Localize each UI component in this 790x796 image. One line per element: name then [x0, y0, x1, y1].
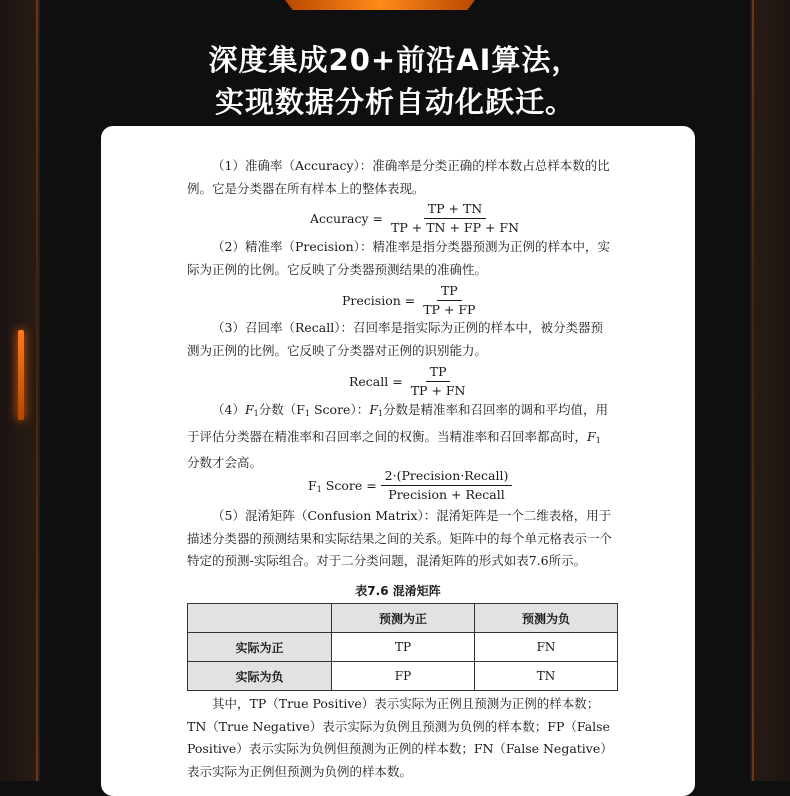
table-row	[188, 662, 618, 691]
f1-numerator: 2·(Precision·Recall)	[381, 468, 513, 486]
accuracy-formula	[310, 201, 523, 236]
f1-lhs-score: Score =	[321, 477, 377, 493]
accuracy-numerator: TP + TN	[424, 201, 486, 219]
f1-symbol: F	[369, 402, 378, 417]
f1-lhs-subscript: 1	[316, 484, 322, 494]
recall-formula-lhs: Recall =	[349, 374, 403, 389]
recall-paragraph: （3）召回率（Recall）：召回率是指实际为正例的样本中，被分类器预测为正例的比例。它反映了分类器对正例的识别能力。	[187, 320, 603, 358]
recall-numerator: TP	[426, 364, 451, 382]
f1-para-body: 分数是精准率和召回率的调和平均值，用于评估分类器在精准率和召回率之间的权衡。当精准率和召回率都高时，	[187, 402, 608, 444]
f1-para-score: Score）：	[310, 402, 370, 417]
table-cell: FP	[332, 662, 475, 691]
f1-subscript: 1	[595, 435, 601, 445]
headline-line-2: 实现数据分析自动化跃迁。	[214, 85, 575, 119]
f1-subscript: 1	[377, 409, 383, 418]
f1-subscript: 1	[304, 409, 311, 418]
f1-paragraph	[187, 399, 613, 475]
headline-line-1: 深度集成20+前沿AI算法，	[208, 43, 582, 77]
f1-symbol: F	[587, 428, 596, 444]
precision-formula-lhs: Precision =	[342, 293, 416, 308]
accuracy-denominator: TP + TN + FP + FN	[391, 220, 520, 235]
f1-formula-lhs	[308, 478, 377, 494]
recall-fraction	[407, 364, 470, 399]
f1-symbol: F	[244, 402, 254, 417]
definitions-paragraph: 其中，TP（True Positive）表示实际为正例且预测为正例的样本数；TN（True Negative）表示实际为负例且预测为负例的样本数；FP（False Positive）表示实际为负例但预测为正例的样本数；FN（False Negative）表示实际为正例但预测为负例的样本数。	[187, 696, 613, 779]
f1-fraction	[381, 468, 513, 503]
precision-denominator: TP + FP	[423, 302, 476, 317]
recall-formula	[349, 364, 470, 399]
precision-formula	[342, 283, 479, 318]
f1-formula	[308, 468, 512, 503]
top-accent-tab	[285, 0, 475, 10]
table-row	[188, 633, 618, 662]
accuracy-fraction	[387, 201, 523, 236]
accuracy-paragraph: （1）准确率（Accuracy）：准确率是分类正确的样本数占总样本数的比例。它是分类器在所有样本上的整体表现。	[187, 158, 610, 196]
table-cell: TN	[475, 662, 618, 691]
table-corner-cell	[188, 604, 332, 633]
precision-fraction	[419, 283, 479, 318]
f1-subscript: 1	[253, 409, 259, 418]
left-glow-accent	[18, 330, 24, 420]
f1-lhs-letter: F	[308, 477, 317, 493]
f1-para-end: 分数才会高。	[187, 455, 263, 470]
recall-denominator: TP + FN	[410, 383, 466, 398]
book-page	[101, 126, 695, 796]
table-row-header: 实际为正	[188, 633, 332, 662]
table-row-header: 实际为负	[188, 662, 332, 691]
f1-denominator: Precision + Recall	[388, 487, 505, 502]
table-col-header: 预测为负	[475, 604, 618, 633]
precision-numerator: TP	[437, 283, 462, 301]
f1-para-name: 分数（F	[258, 402, 305, 417]
table-cell: TP	[332, 633, 475, 662]
table-cell: FN	[475, 633, 618, 662]
confusion-matrix-paragraph: （5）混淆矩阵（Confusion Matrix）：混淆矩阵是一个二维表格，用于描述分类器的预测结果和实际结果之间的关系。矩阵中的每个单元格表示一个特定的预测-实际组合。对于二分类问题，混淆矩阵的形式如表7.6所示。	[187, 508, 613, 568]
f1-para-prefix: （4）	[212, 402, 245, 417]
precision-paragraph: （2）精准率（Precision）：精准率是指分类器预测为正例的样本中，实际为正例的比例。它反映了分类器预测结果的准确性。	[187, 239, 610, 277]
confusion-matrix-table	[187, 603, 618, 691]
table-caption: 表7.6 混淆矩阵	[355, 584, 441, 598]
accuracy-formula-lhs: Accuracy =	[310, 211, 384, 226]
table-col-header: 预测为正	[332, 604, 475, 633]
